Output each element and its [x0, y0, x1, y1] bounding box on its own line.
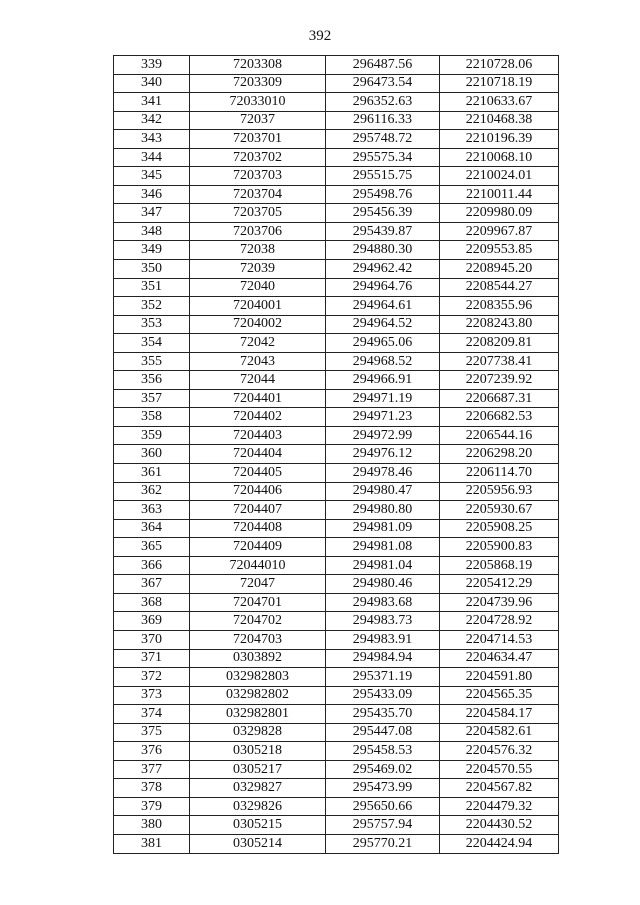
x-coordinate-cell: 294880.30: [326, 241, 440, 260]
table-row: [114, 649, 559, 668]
row-number-cell: 359: [114, 426, 190, 445]
table-row: [114, 241, 559, 260]
table-row: [114, 742, 559, 761]
x-coordinate-cell: 296116.33: [326, 111, 440, 130]
x-coordinate-cell: 294964.61: [326, 297, 440, 316]
y-coordinate-cell: 2204479.32: [440, 797, 559, 816]
x-coordinate-cell: 295650.66: [326, 797, 440, 816]
point-id-cell: 7203704: [190, 185, 326, 204]
table-row: [114, 482, 559, 501]
table-row: [114, 185, 559, 204]
row-number-cell: 371: [114, 649, 190, 668]
y-coordinate-cell: 2205900.83: [440, 538, 559, 557]
point-id-cell: 72039: [190, 260, 326, 279]
y-coordinate-cell: 2208355.96: [440, 297, 559, 316]
point-id-cell: 72040: [190, 278, 326, 297]
y-coordinate-cell: 2204567.82: [440, 779, 559, 798]
row-number-cell: 376: [114, 742, 190, 761]
table-row: [114, 130, 559, 149]
y-coordinate-cell: 2210468.38: [440, 111, 559, 130]
row-number-cell: 380: [114, 816, 190, 835]
x-coordinate-cell: 294964.76: [326, 278, 440, 297]
x-coordinate-cell: 296352.63: [326, 93, 440, 112]
row-number-cell: 339: [114, 56, 190, 75]
y-coordinate-cell: 2204591.80: [440, 668, 559, 687]
table-row: [114, 426, 559, 445]
row-number-cell: 353: [114, 315, 190, 334]
row-number-cell: 344: [114, 148, 190, 167]
y-coordinate-cell: 2205908.25: [440, 519, 559, 538]
table-row: [114, 668, 559, 687]
point-id-cell: 72044: [190, 371, 326, 390]
point-id-cell: 7204406: [190, 482, 326, 501]
x-coordinate-cell: 295575.34: [326, 148, 440, 167]
table-row: [114, 779, 559, 798]
y-coordinate-cell: 2204582.61: [440, 723, 559, 742]
y-coordinate-cell: 2204728.92: [440, 612, 559, 631]
row-number-cell: 377: [114, 760, 190, 779]
x-coordinate-cell: 294972.99: [326, 426, 440, 445]
point-id-cell: 72043: [190, 352, 326, 371]
x-coordinate-cell: 294983.68: [326, 593, 440, 612]
row-number-cell: 379: [114, 797, 190, 816]
row-number-cell: 349: [114, 241, 190, 260]
coordinates-table-body: [114, 56, 559, 854]
point-id-cell: 7204002: [190, 315, 326, 334]
table-row: [114, 445, 559, 464]
row-number-cell: 370: [114, 630, 190, 649]
x-coordinate-cell: 295515.75: [326, 167, 440, 186]
point-id-cell: 7204403: [190, 426, 326, 445]
x-coordinate-cell: 295770.21: [326, 834, 440, 853]
point-id-cell: 032982802: [190, 686, 326, 705]
table-row: [114, 797, 559, 816]
row-number-cell: 368: [114, 593, 190, 612]
table-row: [114, 575, 559, 594]
x-coordinate-cell: 296473.54: [326, 74, 440, 93]
y-coordinate-cell: 2205868.19: [440, 556, 559, 575]
point-id-cell: 7204401: [190, 389, 326, 408]
table-row: [114, 389, 559, 408]
row-number-cell: 375: [114, 723, 190, 742]
table-row: [114, 148, 559, 167]
point-id-cell: 0329827: [190, 779, 326, 798]
point-id-cell: 7204001: [190, 297, 326, 316]
row-number-cell: 346: [114, 185, 190, 204]
y-coordinate-cell: 2210068.10: [440, 148, 559, 167]
y-coordinate-cell: 2208209.81: [440, 334, 559, 353]
row-number-cell: 372: [114, 668, 190, 687]
x-coordinate-cell: 294965.06: [326, 334, 440, 353]
x-coordinate-cell: 295498.76: [326, 185, 440, 204]
y-coordinate-cell: 2204714.53: [440, 630, 559, 649]
y-coordinate-cell: 2204576.32: [440, 742, 559, 761]
y-coordinate-cell: 2210196.39: [440, 130, 559, 149]
x-coordinate-cell: 294966.91: [326, 371, 440, 390]
y-coordinate-cell: 2207738.41: [440, 352, 559, 371]
table-row: [114, 74, 559, 93]
x-coordinate-cell: 294981.09: [326, 519, 440, 538]
row-number-cell: 343: [114, 130, 190, 149]
y-coordinate-cell: 2206298.20: [440, 445, 559, 464]
table-row: [114, 408, 559, 427]
table-row: [114, 612, 559, 631]
y-coordinate-cell: 2204739.96: [440, 593, 559, 612]
table-row: [114, 222, 559, 241]
row-number-cell: 341: [114, 93, 190, 112]
table-row: [114, 519, 559, 538]
point-id-cell: 7204405: [190, 464, 326, 483]
y-coordinate-cell: 2208243.80: [440, 315, 559, 334]
table-row: [114, 297, 559, 316]
x-coordinate-cell: 294983.91: [326, 630, 440, 649]
y-coordinate-cell: 2206682.53: [440, 408, 559, 427]
row-number-cell: 365: [114, 538, 190, 557]
y-coordinate-cell: 2209553.85: [440, 241, 559, 260]
row-number-cell: 350: [114, 260, 190, 279]
table-row: [114, 204, 559, 223]
table-row: [114, 464, 559, 483]
point-id-cell: 7203706: [190, 222, 326, 241]
table-row: [114, 538, 559, 557]
point-id-cell: 0305215: [190, 816, 326, 835]
point-id-cell: 7204701: [190, 593, 326, 612]
row-number-cell: 352: [114, 297, 190, 316]
y-coordinate-cell: 2204584.17: [440, 705, 559, 724]
x-coordinate-cell: 295371.19: [326, 668, 440, 687]
row-number-cell: 381: [114, 834, 190, 853]
y-coordinate-cell: 2207239.92: [440, 371, 559, 390]
row-number-cell: 348: [114, 222, 190, 241]
x-coordinate-cell: 294962.42: [326, 260, 440, 279]
row-number-cell: 342: [114, 111, 190, 130]
y-coordinate-cell: 2206544.16: [440, 426, 559, 445]
y-coordinate-cell: 2204430.52: [440, 816, 559, 835]
x-coordinate-cell: 295469.02: [326, 760, 440, 779]
point-id-cell: 7204409: [190, 538, 326, 557]
x-coordinate-cell: 295456.39: [326, 204, 440, 223]
x-coordinate-cell: 294980.80: [326, 501, 440, 520]
row-number-cell: 351: [114, 278, 190, 297]
table-row: [114, 167, 559, 186]
x-coordinate-cell: 295473.99: [326, 779, 440, 798]
y-coordinate-cell: 2205956.93: [440, 482, 559, 501]
y-coordinate-cell: 2210728.06: [440, 56, 559, 75]
point-id-cell: 7203703: [190, 167, 326, 186]
x-coordinate-cell: 295435.70: [326, 705, 440, 724]
y-coordinate-cell: 2206114.70: [440, 464, 559, 483]
point-id-cell: 7203309: [190, 74, 326, 93]
point-id-cell: 0329826: [190, 797, 326, 816]
x-coordinate-cell: 294984.94: [326, 649, 440, 668]
point-id-cell: 0305217: [190, 760, 326, 779]
row-number-cell: 361: [114, 464, 190, 483]
y-coordinate-cell: 2204565.35: [440, 686, 559, 705]
row-number-cell: 355: [114, 352, 190, 371]
y-coordinate-cell: 2208945.20: [440, 260, 559, 279]
x-coordinate-cell: 295757.94: [326, 816, 440, 835]
coordinates-table: [113, 55, 559, 854]
point-id-cell: 72047: [190, 575, 326, 594]
point-id-cell: 0329828: [190, 723, 326, 742]
y-coordinate-cell: 2204570.55: [440, 760, 559, 779]
point-id-cell: 72033010: [190, 93, 326, 112]
table-row: [114, 760, 559, 779]
table-row: [114, 315, 559, 334]
y-coordinate-cell: 2204634.47: [440, 649, 559, 668]
y-coordinate-cell: 2209980.09: [440, 204, 559, 223]
point-id-cell: 032982803: [190, 668, 326, 687]
y-coordinate-cell: 2204424.94: [440, 834, 559, 853]
row-number-cell: 340: [114, 74, 190, 93]
table-row: [114, 630, 559, 649]
point-id-cell: 0303892: [190, 649, 326, 668]
x-coordinate-cell: 294983.73: [326, 612, 440, 631]
y-coordinate-cell: 2205930.67: [440, 501, 559, 520]
row-number-cell: 369: [114, 612, 190, 631]
y-coordinate-cell: 2210024.01: [440, 167, 559, 186]
x-coordinate-cell: 295748.72: [326, 130, 440, 149]
row-number-cell: 362: [114, 482, 190, 501]
point-id-cell: 7204407: [190, 501, 326, 520]
point-id-cell: 7203701: [190, 130, 326, 149]
point-id-cell: 7204402: [190, 408, 326, 427]
x-coordinate-cell: 294980.47: [326, 482, 440, 501]
point-id-cell: 0305218: [190, 742, 326, 761]
x-coordinate-cell: 294968.52: [326, 352, 440, 371]
y-coordinate-cell: 2210011.44: [440, 185, 559, 204]
table-row: [114, 352, 559, 371]
table-row: [114, 705, 559, 724]
x-coordinate-cell: 294981.04: [326, 556, 440, 575]
table-row: [114, 371, 559, 390]
table-row: [114, 593, 559, 612]
x-coordinate-cell: 294964.52: [326, 315, 440, 334]
point-id-cell: 7203702: [190, 148, 326, 167]
x-coordinate-cell: 294981.08: [326, 538, 440, 557]
point-id-cell: 0305214: [190, 834, 326, 853]
row-number-cell: 363: [114, 501, 190, 520]
point-id-cell: 72044010: [190, 556, 326, 575]
table-row: [114, 56, 559, 75]
row-number-cell: 347: [114, 204, 190, 223]
point-id-cell: 7203705: [190, 204, 326, 223]
row-number-cell: 364: [114, 519, 190, 538]
row-number-cell: 367: [114, 575, 190, 594]
row-number-cell: 360: [114, 445, 190, 464]
y-coordinate-cell: 2206687.31: [440, 389, 559, 408]
row-number-cell: 366: [114, 556, 190, 575]
x-coordinate-cell: 294976.12: [326, 445, 440, 464]
table-row: [114, 501, 559, 520]
row-number-cell: 356: [114, 371, 190, 390]
row-number-cell: 378: [114, 779, 190, 798]
x-coordinate-cell: 296487.56: [326, 56, 440, 75]
point-id-cell: 032982801: [190, 705, 326, 724]
x-coordinate-cell: 295433.09: [326, 686, 440, 705]
y-coordinate-cell: 2210633.67: [440, 93, 559, 112]
table-row: [114, 723, 559, 742]
page-number: 392: [308, 28, 332, 44]
row-number-cell: 345: [114, 167, 190, 186]
table-row: [114, 93, 559, 112]
y-coordinate-cell: 2205412.29: [440, 575, 559, 594]
point-id-cell: 72037: [190, 111, 326, 130]
y-coordinate-cell: 2210718.19: [440, 74, 559, 93]
x-coordinate-cell: 295447.08: [326, 723, 440, 742]
x-coordinate-cell: 295439.87: [326, 222, 440, 241]
point-id-cell: 7203308: [190, 56, 326, 75]
table-row: [114, 816, 559, 835]
table-row: [114, 260, 559, 279]
x-coordinate-cell: 294971.23: [326, 408, 440, 427]
point-id-cell: 72042: [190, 334, 326, 353]
table-row: [114, 278, 559, 297]
table-row: [114, 686, 559, 705]
table-row: [114, 556, 559, 575]
x-coordinate-cell: 294978.46: [326, 464, 440, 483]
point-id-cell: 7204703: [190, 630, 326, 649]
row-number-cell: 357: [114, 389, 190, 408]
row-number-cell: 358: [114, 408, 190, 427]
point-id-cell: 7204702: [190, 612, 326, 631]
point-id-cell: 7204408: [190, 519, 326, 538]
row-number-cell: 354: [114, 334, 190, 353]
table-row: [114, 834, 559, 853]
x-coordinate-cell: 294971.19: [326, 389, 440, 408]
point-id-cell: 7204404: [190, 445, 326, 464]
x-coordinate-cell: 295458.53: [326, 742, 440, 761]
x-coordinate-cell: 294980.46: [326, 575, 440, 594]
table-row: [114, 111, 559, 130]
table-row: [114, 334, 559, 353]
row-number-cell: 374: [114, 705, 190, 724]
y-coordinate-cell: 2209967.87: [440, 222, 559, 241]
point-id-cell: 72038: [190, 241, 326, 260]
row-number-cell: 373: [114, 686, 190, 705]
y-coordinate-cell: 2208544.27: [440, 278, 559, 297]
